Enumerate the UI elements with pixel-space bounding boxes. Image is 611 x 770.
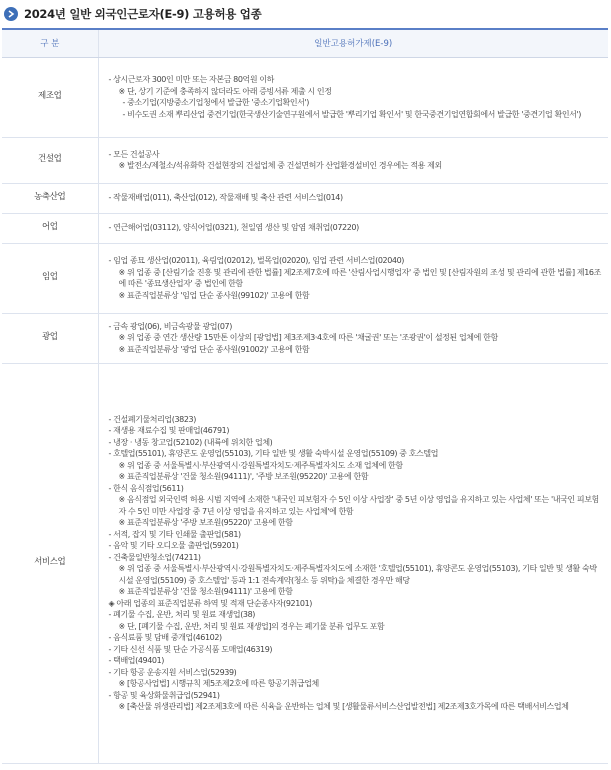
row-category: 서비스업 bbox=[2, 363, 98, 763]
content-line: ※ 음식점업 외국인력 허용 시범 지역에 소재한 '내국인 피보험자 수 5인 이상 사업장' 중 5년 이상 영업을 유지하고 있는 사업체' 또는 '내국인 피보험자 수 5인 미만 사업장 중 7년 이상 영업을 유지하고 있는 사업체'에 한함 bbox=[118, 495, 599, 516]
content-line: - 한식 음식점업(5611) bbox=[108, 483, 184, 493]
row-category: 제조업 bbox=[2, 57, 98, 137]
content-line: ※ 위 업종 중 서울특별시·부산광역시·강원특별자치도·제주특별자치도 소재 업체에 한함 bbox=[118, 460, 403, 470]
content-line: ※ 발전소/제철소/석유화학 건설현장의 건설업체 중 건설면허가 산업환경설비인 경우에는 적용 제외 bbox=[118, 161, 442, 170]
content-line: - 비수도권 소재 뿌리산업 중견기업(한국생산기술연구원에서 발급한 '뿌리기업 확인서' 및 한국중견기업연합회에서 발급한 '중견기업 확인서') bbox=[122, 109, 582, 119]
header-category: 구 분 bbox=[2, 29, 98, 57]
row-category: 광업 bbox=[2, 313, 98, 363]
content-line: - 기타 신선 식품 및 단순 가공식품 도매업(46319) bbox=[108, 644, 273, 654]
content-line: - 금속 광업(06), 비금속광물 광업(07) bbox=[108, 321, 232, 331]
title-bar bbox=[0, 0, 611, 28]
content-line: ※ [축산물 위생관리법] 제2조제3호에 따른 식육을 운반하는 업체 및 [생활물류서비스산업발전법] 제2조제3호가목에 따른 택배서비스업체 bbox=[118, 702, 569, 711]
content-line: - 음식료품 및 담배 중개업(46102) bbox=[108, 633, 222, 642]
content-line: - 냉장 · 냉동 창고업(52102) (내륙에 위치한 업체) bbox=[108, 437, 273, 447]
row-content bbox=[98, 57, 608, 137]
table-row bbox=[2, 243, 608, 313]
content-line: - 폐기물 수집, 운반, 처리 및 원료 재생업(38) bbox=[108, 610, 256, 619]
row-content bbox=[98, 363, 608, 763]
row-content bbox=[98, 137, 608, 183]
table-row bbox=[2, 313, 608, 363]
row-content bbox=[98, 213, 608, 243]
arrow-right-icon bbox=[4, 7, 18, 21]
row-content bbox=[98, 313, 608, 363]
content-line: ※ 위 업종 중 연간 생산량 15만톤 이상의 [광업법] 제3조제3·4호에 따른 '채굴권' 또는 '조광권'이 설정된 업체에 한함 bbox=[118, 333, 498, 343]
row-content bbox=[98, 243, 608, 313]
content-line: ※ [항공사업법] 시행규칙 제5조제2호에 따른 항공기취급업체 bbox=[118, 679, 319, 688]
row-content bbox=[98, 183, 608, 213]
content-line: - 상시근로자 300인 미만 또는 자본금 80억원 이하 bbox=[108, 75, 275, 84]
content-line: - 서적, 잡지 및 기타 인쇄물 출판업(581) bbox=[108, 529, 241, 539]
content-line: - 임업 종묘 생산업(02011), 육림업(02012), 벌목업(02020), 임업 관련 서비스업(02040) bbox=[108, 256, 405, 265]
content-line: - 작물재배업(011), 축산업(012), 작물재배 및 축산 관련 서비스업(014) bbox=[108, 193, 343, 203]
table-row bbox=[2, 213, 608, 243]
content-line: - 건설폐기물처리업(3823) bbox=[108, 414, 196, 424]
row-category: 농축산업 bbox=[2, 183, 98, 213]
page-title: 2024년 일반 외국인근로자(E-9) 고용허용 업종 bbox=[24, 7, 262, 21]
content-line: ※ 위 업종 중 서울특별시·부산광역시·강원특별자치도·제주특별자치도에 소재한 '호텔업(55101), 휴양콘도 운영업(55103), 기타 일반 및 생활 숙박시설 운영업(55109) 중 호스텔업' 등과 1:1 전속계약(청소 등 위탁)을 체결한 경우만 해당 bbox=[118, 564, 597, 585]
content-line: - 재생용 재료수집 및 판매업(46791) bbox=[108, 426, 230, 435]
content-line: - 호텔업(55101), 휴양콘도 운영업(55103), 기타 일반 및 생활 숙박시설 운영업(55109) 중 호스텔업 bbox=[108, 449, 439, 458]
content-line: ※ 표준직업분류상 '임업 단순 종사원(99102)' 고용에 한함 bbox=[118, 290, 310, 300]
table-row bbox=[2, 137, 608, 183]
content-line: ※ 위 업종 중 [산림기술 진흥 및 관리에 관한 법률] 제2조제7호에 따른 '산림사업시행업자' 중 법인 및 [산림자원의 조성 및 관리에 관한 법률] 제16조에 따른 '종묘생산업자' 중 법인에 한함 bbox=[118, 267, 601, 288]
content-line: - 중소기업(지방중소기업청에서 발급한 '중소기업확인서') bbox=[122, 98, 309, 107]
row-category: 건설업 bbox=[2, 137, 98, 183]
content-line: - 건축물일반청소업(74211) bbox=[108, 552, 201, 562]
content-line: ※ 단, 상기 기준에 충족하지 않더라도 아래 증빙서류 제출 시 인정 bbox=[118, 86, 332, 96]
content-line: - 모든 건설공사 bbox=[108, 149, 160, 159]
content-line: - 기타 항공 운송지원 서비스업(52939) bbox=[108, 667, 237, 677]
content-line: - 항공 및 육상화물취급업(52941) bbox=[108, 690, 220, 700]
row-category: 어업 bbox=[2, 213, 98, 243]
content-line: ※ 표준직업분류상 '건물 청소원(94111)', '주방 보조원(95220)' 고용에 한함 bbox=[118, 472, 369, 481]
content-line: ◈ 아래 업종의 표준직업분류 하역 및 적재 단순종사자(92101) bbox=[108, 598, 313, 608]
content-line: - 택배업(49401) bbox=[108, 656, 165, 665]
content-line: ※ 표준직업분류상 '주방 보조원(95220)' 고용에 한함 bbox=[118, 518, 293, 527]
content-line: - 연근해어업(03112), 양식어업(0321), 천일염 생산 및 암염 채취업(07220) bbox=[108, 223, 359, 233]
header-general-permit: 일반고용허가제(E-9) bbox=[98, 29, 608, 57]
table-row bbox=[2, 183, 608, 213]
row-category: 임업 bbox=[2, 243, 98, 313]
table-row bbox=[2, 57, 608, 137]
content-line: ※ 표준직업분류상 '광업 단순 종사원(91002)' 고용에 한함 bbox=[118, 344, 310, 354]
content-line: - 음악 및 기타 오디오물 출판업(59201) bbox=[108, 541, 239, 550]
content-line: ※ 표준직업분류상 '건물 청소원(94111)' 고용에 한함 bbox=[118, 587, 293, 596]
table-row bbox=[2, 363, 608, 763]
table-header-row bbox=[2, 29, 608, 57]
industry-table bbox=[2, 28, 608, 764]
content-line: ※ 단, [폐기물 수집, 운반, 처리 및 원료 재생업]의 경우는 폐기물 분류 업무도 포함 bbox=[118, 621, 385, 631]
